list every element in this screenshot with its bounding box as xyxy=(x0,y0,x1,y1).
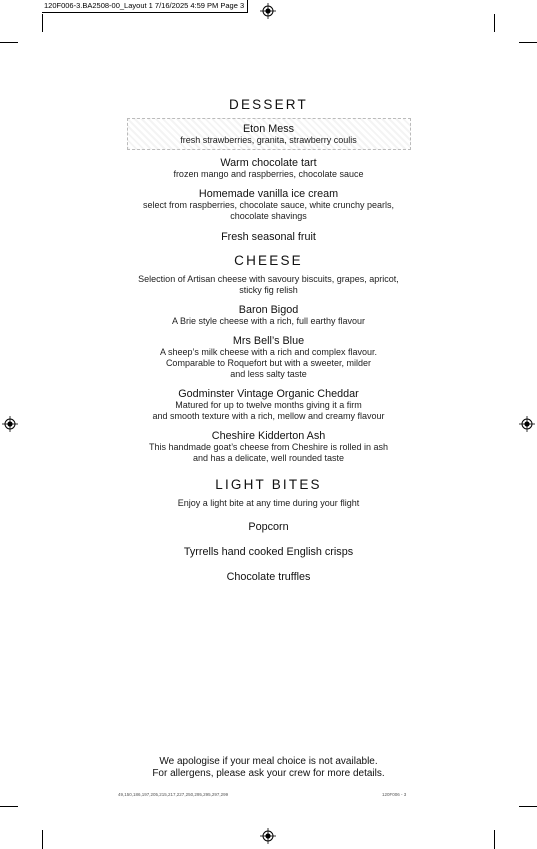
crop-mark-bottom-right-h xyxy=(519,806,537,807)
item-description: A sheep’s milk cheese with a rich and complex flavour. xyxy=(160,347,377,357)
item-name: Tyrrells hand cooked English crisps xyxy=(183,546,354,558)
crop-mark-top-left-h xyxy=(0,42,18,43)
footer-notice xyxy=(0,756,537,780)
item-description-line-3: and less salty taste xyxy=(230,369,307,379)
item-description: Matured for up to twelve months giving it a firm xyxy=(175,400,362,410)
cheese-item-mrs-bells-blue xyxy=(0,335,537,380)
footer-line-2: For allergens, please ask your crew for more details. xyxy=(152,768,385,779)
dessert-section xyxy=(0,96,537,243)
registration-mark-bottom-icon xyxy=(260,828,276,844)
crop-mark-top-right-v xyxy=(494,14,495,32)
cheese-item-baron-bigod xyxy=(0,304,537,327)
light-bites-section xyxy=(0,476,537,583)
crop-mark-bottom-left-h xyxy=(0,806,18,807)
item-description: select from raspberries, chocolate sauce, white crunchy pearls, xyxy=(142,200,395,210)
menu-content xyxy=(0,96,537,583)
item-description: A Brie style cheese with a rich, full earthy flavour xyxy=(171,316,366,326)
crop-mark-bottom-left-v xyxy=(42,830,43,849)
item-name: Godminster Vintage Organic Cheddar xyxy=(178,388,359,400)
item-name: Popcorn xyxy=(248,521,289,533)
item-name: Homemade vanilla ice cream xyxy=(198,188,339,200)
intro-line-2: sticky fig relish xyxy=(239,285,298,295)
item-name: Chocolate truffles xyxy=(226,571,311,583)
footer-line-1: We apologise if your meal choice is not available. xyxy=(159,756,378,767)
section-title-light-bites: LIGHT BITES xyxy=(215,477,322,492)
item-name: Baron Bigod xyxy=(238,304,299,316)
light-bite-item-popcorn xyxy=(0,521,537,533)
item-name: Fresh seasonal fruit xyxy=(221,231,316,243)
item-description-line-2: and smooth texture with a rich, mellow and creamy flavour xyxy=(152,411,385,421)
print-slug: 120F006-3.BA2508-00_Layout 1 7/16/2025 4:59 PM Page 3 xyxy=(42,0,248,13)
dessert-item-eton-mess xyxy=(127,118,411,150)
dessert-item-vanilla-ice-cream xyxy=(0,188,537,222)
registration-mark-top-icon xyxy=(260,3,276,19)
print-code-right: 120F006 - 3 xyxy=(382,792,407,797)
item-description-line-2: Comparable to Roquefort but with a sweeter, milder xyxy=(165,358,372,368)
light-bite-item-crisps xyxy=(0,546,537,558)
item-name: Mrs Bell’s Blue xyxy=(232,335,305,347)
cheese-intro xyxy=(0,274,537,296)
item-name: Eton Mess xyxy=(242,123,294,135)
item-name: Cheshire Kidderton Ash xyxy=(211,430,326,442)
crop-mark-top-left-v xyxy=(42,14,43,32)
section-title-dessert: DESSERT xyxy=(229,97,308,112)
light-bites-intro xyxy=(0,498,537,509)
cheese-item-cheshire-kidderton-ash xyxy=(0,430,537,464)
print-code-left: 49,150,186,197,205,215,217,227,250,295,295,297,299 xyxy=(118,792,229,797)
section-title-cheese: CHEESE xyxy=(234,253,303,268)
intro-line: Enjoy a light bite at any time during your flight xyxy=(177,498,360,508)
dessert-item-chocolate-tart xyxy=(0,157,537,180)
light-bite-item-truffles xyxy=(0,571,537,583)
crop-mark-bottom-right-v xyxy=(494,830,495,849)
item-description-line-2: chocolate shavings xyxy=(230,211,307,221)
item-name: Warm chocolate tart xyxy=(220,157,317,169)
cheese-section xyxy=(0,252,537,464)
cheese-item-godminster-cheddar xyxy=(0,388,537,422)
item-description: This handmade goat’s cheese from Cheshire is rolled in ash xyxy=(149,442,388,452)
intro-line-1: Selection of Artisan cheese with savoury biscuits, grapes, apricot, xyxy=(138,274,399,284)
item-description-line-2: and has a delicate, well rounded taste xyxy=(192,453,345,463)
crop-mark-top-right-h xyxy=(519,42,537,43)
item-description: frozen mango and raspberries, chocolate sauce xyxy=(173,169,364,179)
item-description: fresh strawberries, granita, strawberry coulis xyxy=(180,135,357,145)
dessert-item-seasonal-fruit xyxy=(0,231,537,243)
